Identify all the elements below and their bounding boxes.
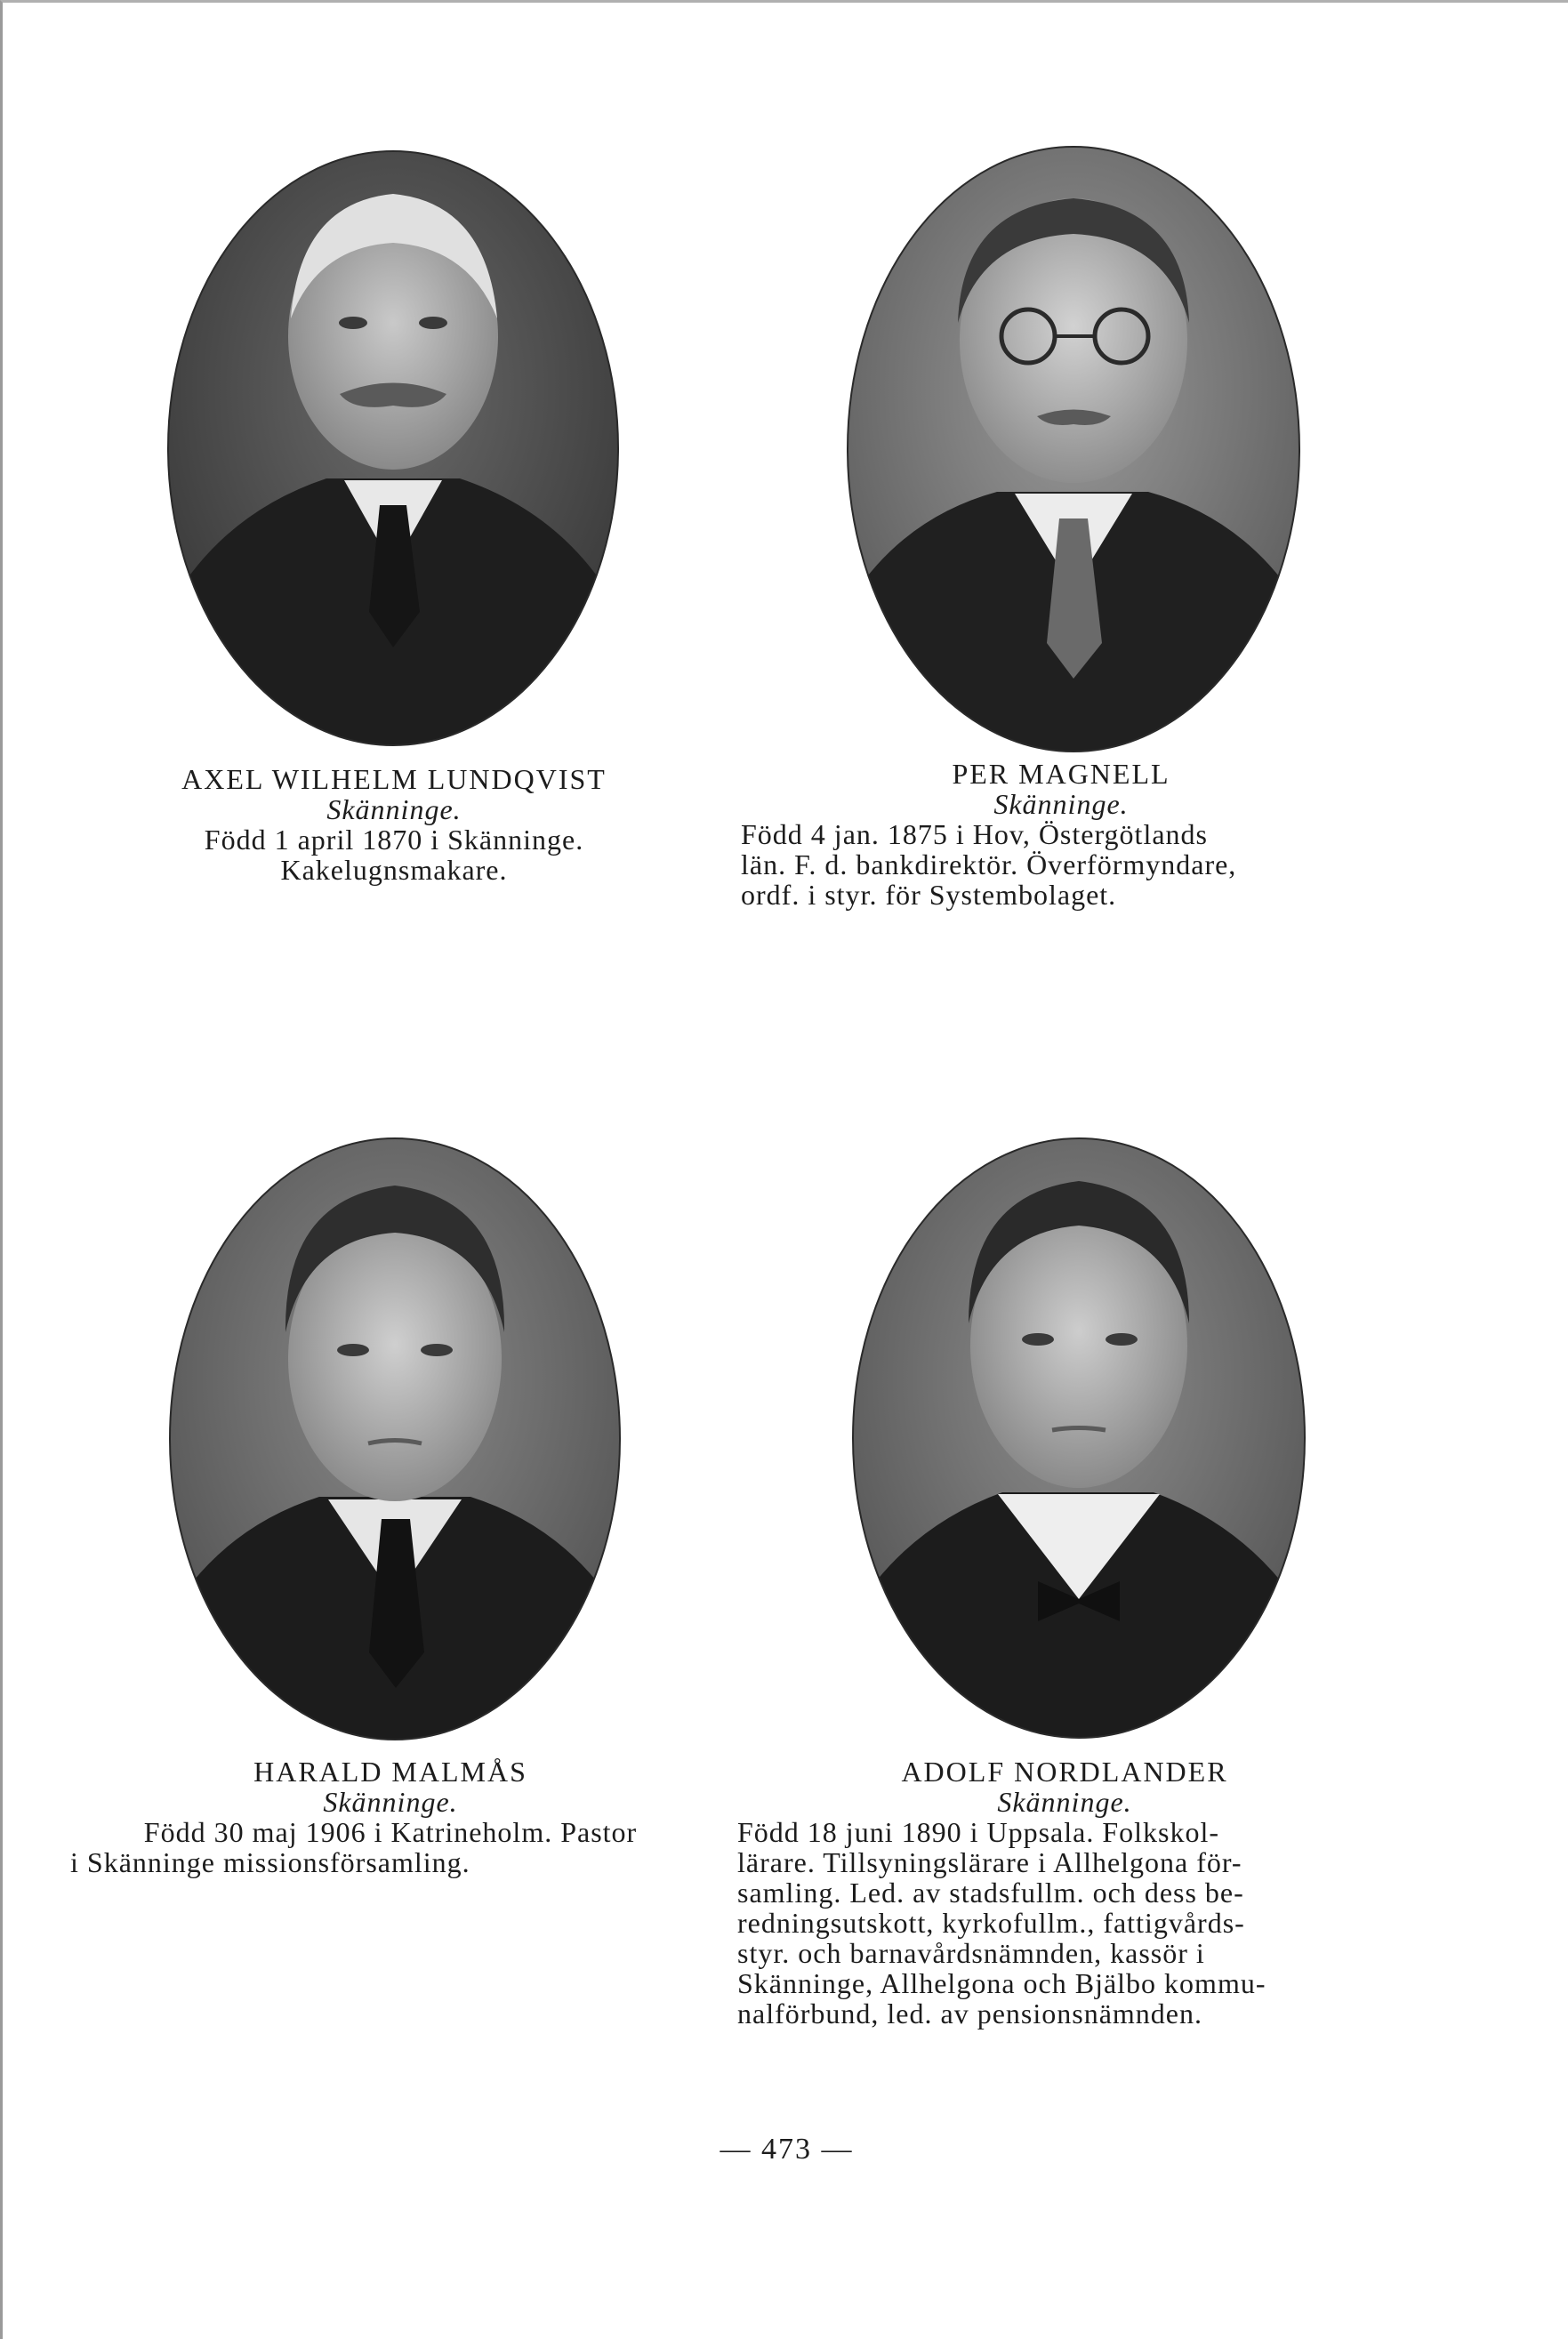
entry-caption — [741, 759, 1381, 910]
portrait-photo — [166, 149, 620, 747]
person-name: HARALD MALMÅS — [253, 1756, 527, 1788]
bio-line: Född 4 jan. 1875 i Hov, Östergötlands — [741, 818, 1208, 850]
entry-caption — [136, 764, 652, 885]
portrait-photo — [851, 1137, 1307, 1740]
entry-caption — [737, 1756, 1392, 2029]
person-place: Skänninge. — [323, 1786, 458, 1818]
bio-line: nalförbund, led. av pensionsnämnden. — [737, 1997, 1202, 2030]
person-name: AXEL WILHELM LUNDQVIST — [181, 763, 607, 795]
person-place: Skänninge. — [993, 788, 1129, 820]
bio-line: Född 1 april 1870 i Skänninge. — [204, 824, 584, 856]
entry-caption — [70, 1756, 711, 1877]
bio-line: samling. Led. av stadsfullm. och dess be- — [737, 1877, 1244, 1909]
bio-line: i Skänninge missionsförsamling. — [70, 1846, 470, 1878]
bio-line: Född 18 juni 1890 i Uppsala. Folkskol- — [737, 1816, 1220, 1848]
bio-line: ordf. i styr. för Systembolaget. — [741, 879, 1117, 911]
bio-line: styr. och barnavårdsnämnden, kassör i — [737, 1937, 1205, 1969]
person-place: Skänninge. — [326, 793, 462, 825]
bio-line: lärare. Tillsyningslärare i Allhelgona för- — [737, 1846, 1242, 1878]
bio-line: redningsutskott, kyrkofullm., fattigvårds- — [737, 1907, 1245, 1939]
bio-line: Född 30 maj 1906 i Katrineholm. Pastor — [143, 1816, 638, 1848]
person-name: PER MAGNELL — [952, 758, 1170, 790]
portrait-photo — [846, 145, 1301, 753]
bio-line: Skänninge, Allhelgona och Bjälbo kommu- — [737, 1967, 1266, 1999]
page-number: — 473 — — [720, 2133, 854, 2166]
person-name: ADOLF NORDLANDER — [901, 1756, 1228, 1788]
portrait-photo — [168, 1137, 622, 1741]
person-place: Skänninge. — [997, 1786, 1132, 1818]
bio-line: Kakelugnsmakare. — [280, 854, 508, 886]
bio-line: län. F. d. bankdirektör. Överförmyndare, — [741, 848, 1237, 880]
